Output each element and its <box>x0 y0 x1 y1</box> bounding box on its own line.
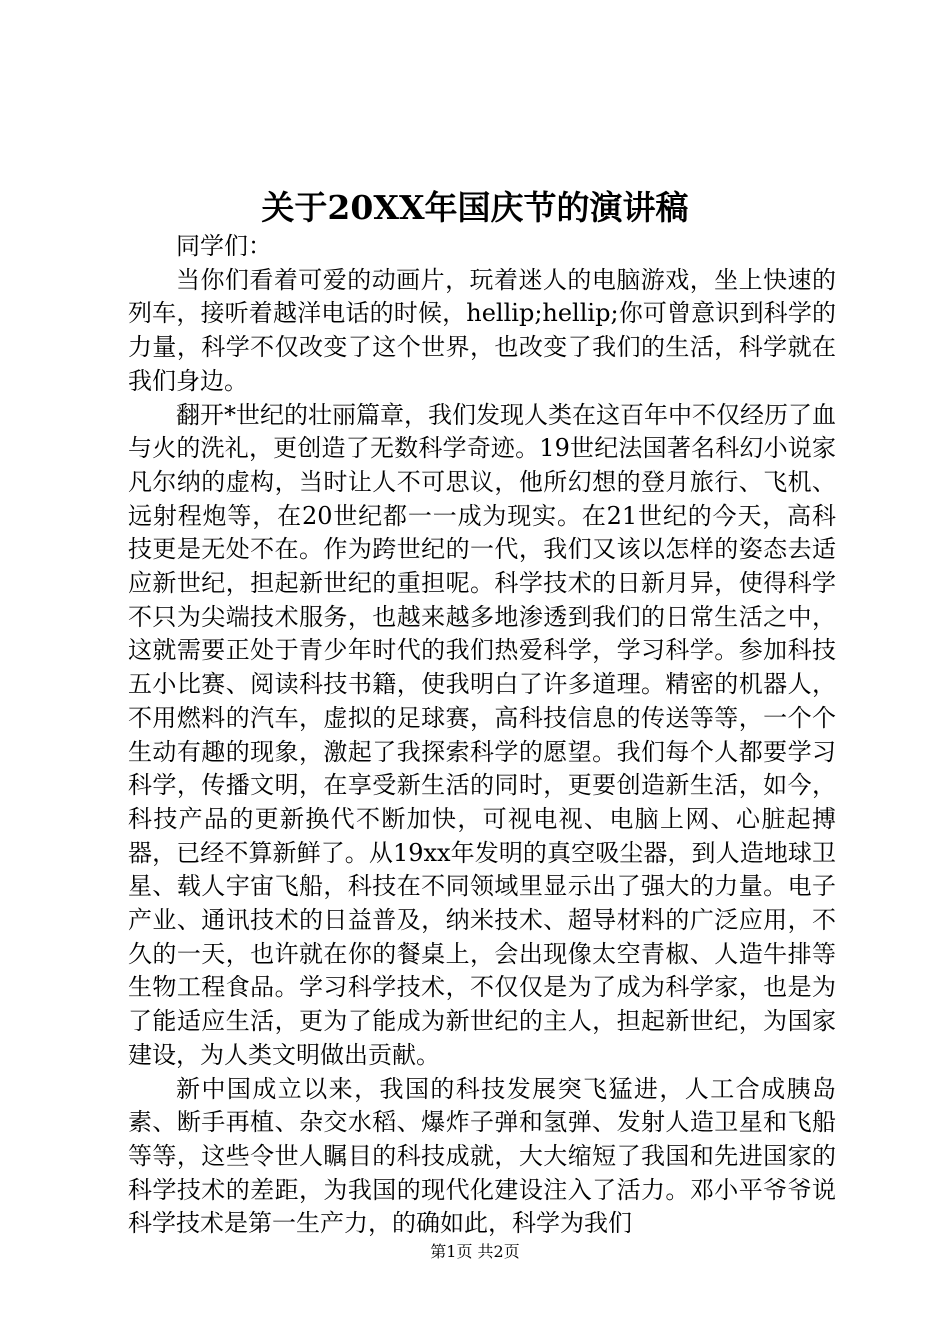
page-number-footer: 第1页 共2页 <box>430 1242 520 1261</box>
document-body <box>128 230 836 1241</box>
paragraph-1: 当你们看着可爱的动画片，玩着迷人的电脑游戏，坐上快速的列车，接听着越洋电话的时候，hellip;hellip;你可曾意识到科学的力量，科学不仅改变了这个世界，也改变了我们的生活，科学就在我们身边。 <box>128 265 836 395</box>
greeting-line: 同学们： <box>176 232 272 260</box>
document-title: 关于20XX年国庆节的演讲稿 <box>261 188 689 227</box>
paragraph-3: 新中国成立以来，我国的科技发展突飞猛进，人工合成胰岛素、断手再植、杂交水稻、爆炸子弹和氢弹、发射人造卫星和飞船等等，这些令世人瞩目的科技成就，大大缩短了我国和先进国家的科学技术的差距，为我国的现代化建设注入了活力。邓小平爷爷说科学技术是第一生产力，的确如此，科学为我们 <box>128 1074 836 1238</box>
paragraph-2: 翻开*世纪的壮丽篇章，我们发现人类在这百年中不仅经历了血与火的洗礼，更创造了无数科学奇迹。19世纪法国著名科幻小说家凡尔纳的虚构，当时让人不可思议，他所幻想的登月旅行、飞机、远射程炮等，在20世纪都一一成为现实。在21世纪的今天，高科技更是无处不在。作为跨世纪的一代，我们又该以怎样的姿态去适应新世纪，担起新世纪的重担呢。科学技术的日新月异，使得科学不只为尖端技术服务，也越来越多地渗透到我们的日常生活之中，这就需要正处于青少年时代的我们热爱科学，学习科学。参加科技五小比赛、阅读科技书籍，使我明白了许多道理。精密的机器人，不用燃料的汽车，虚拟的足球赛，高科技信息的传送等等，一个个生动有趣的现象，激起了我探索科学的愿望。我们每个人都要学习科学，传播文明，在享受新生活的同时，更要创造新生活，如今，科技产品的更新换代不断加快，可视电视、电脑上网、心脏起搏器，已经不算新鲜了。从19xx年发明的真空吸尘器，到人造地球卫星、载人宇宙飞船，科技在不同领域里显示出了强大的力量。电子产业、通讯技术的日益普及，纳米技术、超导材料的广泛应用，不久的一天，也许就在你的餐桌上，会出现像太空青椒、人造牛排等生物工程食品。学习科学技术，不仅仅是为了成为科学家，也是为了能适应生活，更为了能成为新世纪的主人，担起新世纪，为国家建设，为人类文明做出贡献。 <box>128 400 836 1069</box>
